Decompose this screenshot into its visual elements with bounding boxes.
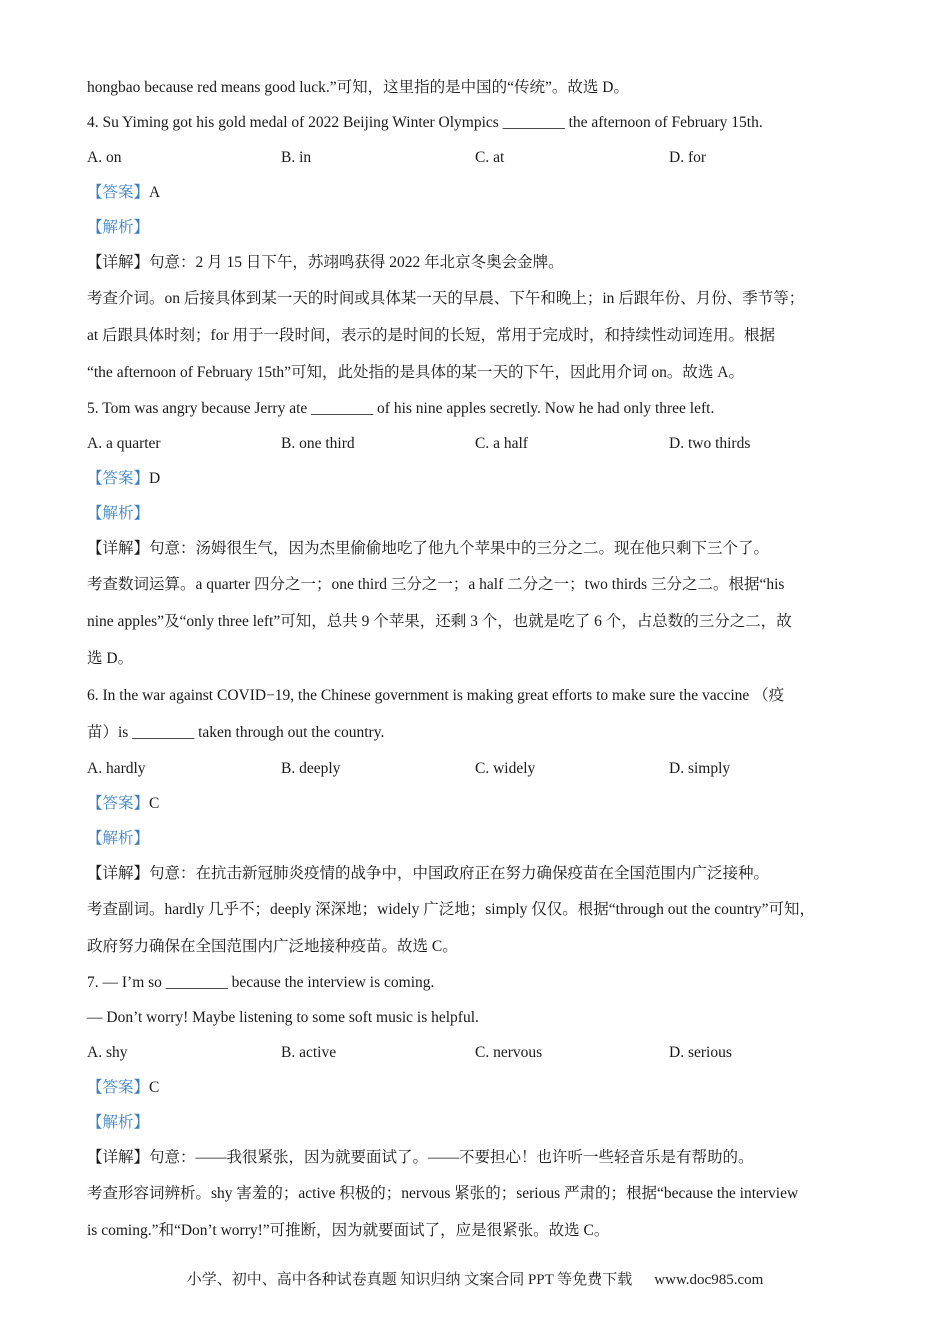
option-a: A. on	[87, 149, 122, 166]
detail-text: 句意：——我很紧张，因为就要面试了。——不要担心！也许听一些轻音乐是有帮助的。	[149, 1149, 754, 1166]
detail-text: 句意：在抗击新冠肺炎疫情的战争中，中国政府正在努力确保疫苗在全国范围内广泛接种。	[149, 865, 770, 882]
options-row	[87, 1035, 877, 1070]
answer-tag: 【答案】	[87, 184, 150, 201]
question-stem: — Don’t worry! Maybe listening to some soft music is helpful.	[87, 1009, 479, 1026]
document-body	[87, 70, 877, 1249]
options-row	[87, 426, 877, 461]
footer-text: 小学、初中、高中各种试卷真题 知识归纳 文案合同 PPT 等免费下载	[186, 1272, 633, 1288]
explain-line: nine apples”及“only three left”可知，总共 9 个苹果，还剩 3 个，也就是吃了 6 个，占总数的三分之二，故	[87, 613, 792, 630]
option-a: A. shy	[87, 1044, 128, 1061]
detail-line	[87, 1140, 877, 1175]
option-a: A. hardly	[87, 760, 146, 777]
option-c: C. a half	[475, 435, 528, 452]
explain-line: at 后跟具体时刻；for 用于一段时间，表示的是时间的长短，常用于完成时，和持续性动词连用。根据	[87, 327, 776, 344]
answer-value: D	[149, 470, 161, 487]
detail-line	[87, 531, 877, 566]
question-stem: 苗）is ________ taken through out the country.	[87, 724, 385, 741]
explain-line: 考查介词。on 后接具体到某一天的时间或具体某一天的早晨、下午和晚上；in 后跟年份、月份、季节等；	[87, 290, 805, 307]
analysis-line	[87, 210, 877, 245]
option-d: D. serious	[669, 1044, 732, 1061]
question-stem: 6. In the war against COVID−19, the Chinese government is making great efforts to make sure the vaccine （疫	[87, 687, 785, 704]
analysis-line	[87, 821, 877, 856]
analysis-tag: 【解析】	[87, 505, 150, 522]
answer-value: C	[149, 1079, 160, 1096]
footer-website-link[interactable]: www.doc985.com	[654, 1272, 764, 1288]
option-b: B. active	[281, 1044, 337, 1061]
detail-tag: 【详解】	[87, 1149, 150, 1166]
answer-line	[87, 786, 877, 821]
analysis-tag: 【解析】	[87, 1114, 150, 1131]
option-a: A. a quarter	[87, 435, 161, 452]
question-7	[87, 965, 877, 1249]
options-row	[87, 140, 877, 175]
question-4	[87, 105, 877, 391]
option-c: C. at	[475, 149, 505, 166]
answer-tag: 【答案】	[87, 470, 150, 487]
question-stem: 7. — I’m so ________ because the interview is coming.	[87, 974, 435, 991]
explain-line: is coming.”和“Don’t worry!”可推断，因为就要面试了，应是很紧张。故选 C。	[87, 1222, 610, 1239]
option-b: B. one third	[281, 435, 355, 452]
question-stem: 5. Tom was angry because Jerry ate ________ of his nine apples secretly. Now he had only three left.	[87, 400, 715, 417]
option-d: D. two thirds	[669, 435, 751, 452]
detail-tag: 【详解】	[87, 254, 150, 271]
answer-tag: 【答案】	[87, 795, 150, 812]
explain-line: 考查副词。hardly 几乎不；deeply 深深地；widely 广泛地；simply 仅仅。根据“through out the country”可知，	[87, 901, 815, 918]
answer-line	[87, 175, 877, 210]
explain-line: 考查数词运算。a quarter 四分之一；one third 三分之一；a half 二分之一；two thirds 三分之二。根据“his	[87, 576, 785, 593]
detail-tag: 【详解】	[87, 865, 150, 882]
detail-text: 句意：汤姆很生气，因为杰里偷偷地吃了他九个苹果中的三分之二。现在他只剩下三个了。	[149, 540, 770, 557]
text-line: hongbao because red means good luck.”可知，这里指的是中国的“传统”。故选 D。	[87, 79, 629, 96]
answer-line	[87, 1070, 877, 1105]
explain-line: 政府努力确保在全国范围内广泛地接种疫苗。故选 C。	[87, 938, 458, 955]
question-stem: 4. Su Yiming got his gold medal of 2022 Beijing Winter Olympics ________ the afternoon of February 15th.	[87, 114, 763, 131]
explain-line: 选 D。	[87, 650, 134, 667]
analysis-tag: 【解析】	[87, 830, 150, 847]
answer-value: A	[149, 184, 161, 201]
analysis-tag: 【解析】	[87, 219, 150, 236]
option-b: B. deeply	[281, 760, 341, 777]
answer-tag: 【答案】	[87, 1079, 150, 1096]
page-footer	[0, 1268, 950, 1289]
explain-line: 考查形容词辨析。shy 害羞的；active 积极的；nervous 紧张的；serious 严肃的；根据“because the interview	[87, 1185, 799, 1202]
answer-value: C	[149, 795, 160, 812]
option-c: C. nervous	[475, 1044, 543, 1061]
option-b: B. in	[281, 149, 312, 166]
question-5	[87, 391, 877, 677]
option-d: D. for	[669, 149, 707, 166]
detail-line	[87, 245, 877, 280]
detail-text: 句意：2 月 15 日下午，苏翊鸣获得 2022 年北京冬奥会金牌。	[149, 254, 564, 271]
detail-line	[87, 856, 877, 891]
options-row	[87, 751, 877, 786]
analysis-line	[87, 496, 877, 531]
option-d: D. simply	[669, 760, 731, 777]
question-6	[87, 677, 877, 965]
analysis-line	[87, 1105, 877, 1140]
detail-tag: 【详解】	[87, 540, 150, 557]
explain-line: “the afternoon of February 15th”可知，此处指的是具体的某一天的下午，因此用介词 on。故选 A。	[87, 364, 744, 381]
answer-line	[87, 461, 877, 496]
option-c: C. widely	[475, 760, 536, 777]
